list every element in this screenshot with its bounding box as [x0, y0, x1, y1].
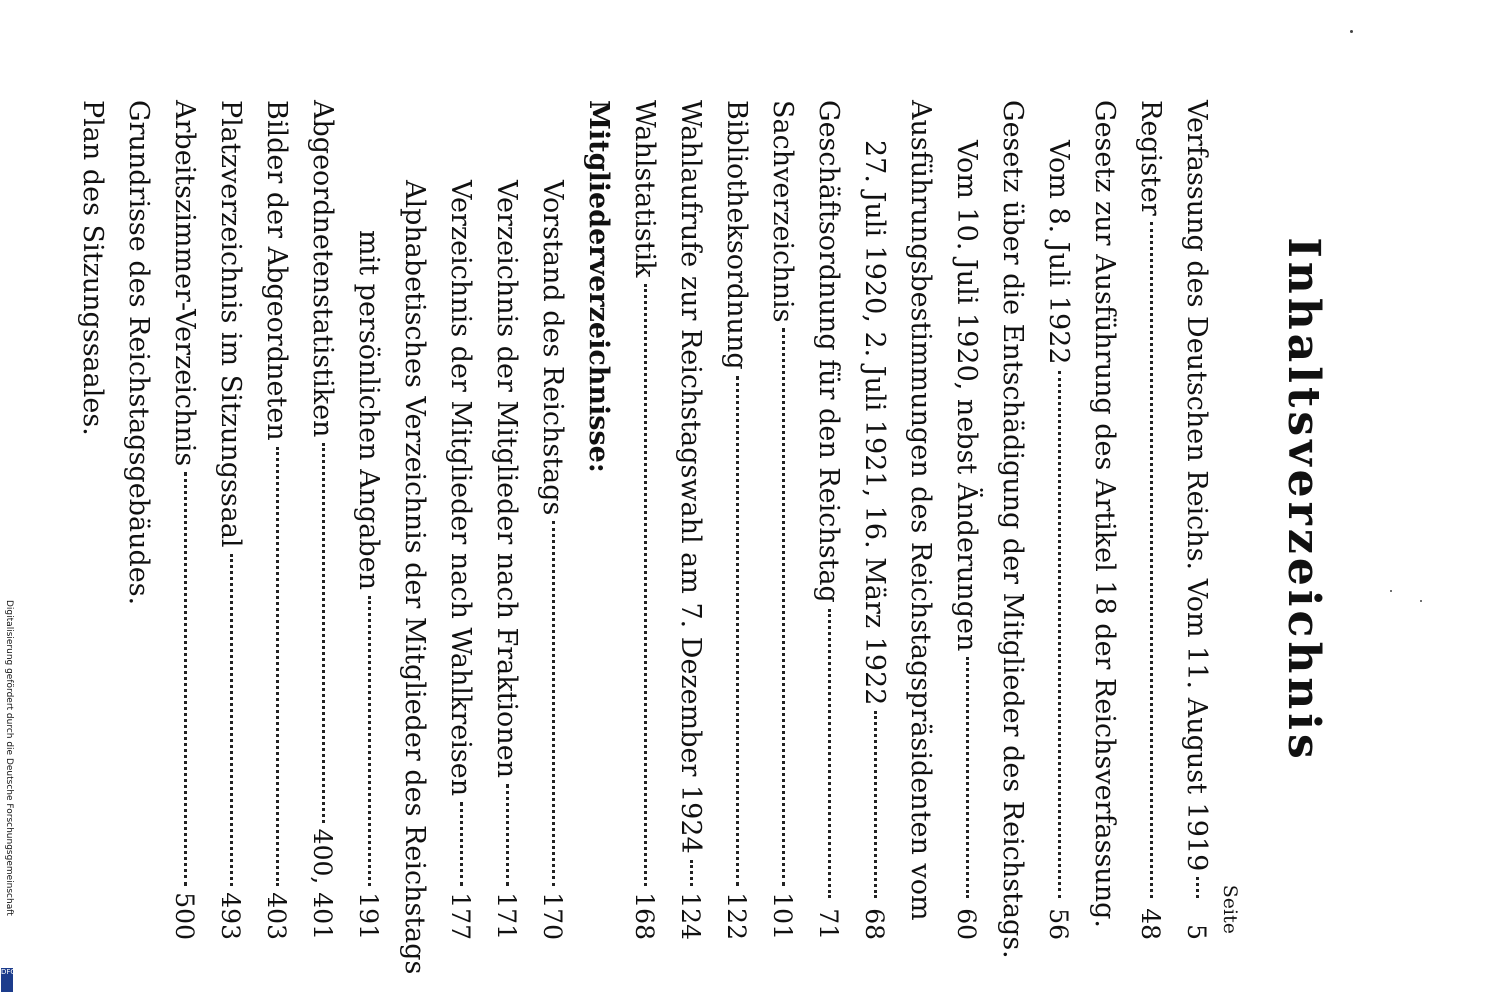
toc-entry: [483, 100, 529, 940]
toc-entry: [253, 100, 299, 940]
toc-entry-continuation: mit persönlichen Angaben: [353, 230, 384, 590]
toc-page-number: 48: [1136, 908, 1165, 940]
toc-entry: [1035, 100, 1127, 940]
toc-entry: [161, 100, 207, 940]
dot-leader: [1058, 371, 1061, 898]
toc-page-number: 101: [768, 892, 797, 940]
toc-entry: [345, 100, 437, 975]
toc-page-number: 56: [1044, 908, 1073, 940]
dot-leader: [230, 554, 233, 887]
toc-entry: [1173, 100, 1219, 940]
digitization-credit-text: Digitalisierung gefördert durch die Deutsche Forschungsgemeinschaft: [4, 600, 14, 916]
toc-page-number: 177: [446, 892, 475, 940]
toc-page-number: 168: [630, 892, 659, 940]
toc-entry-title: Alphabetisches Verzeichnis der Mitglieder des Reichstags: [399, 180, 430, 975]
dot-leader: [184, 472, 187, 886]
toc-page-number: 403: [262, 892, 291, 940]
toc-entry-continuation: 27. Juli 1920, 2. Juli 1921, 16. März 1922: [859, 140, 890, 706]
toc-entry: [759, 100, 805, 940]
toc-page-number: 122: [722, 892, 751, 940]
toc-page-number: 124: [676, 892, 705, 940]
toc-entry-continuation: Vom 10. Juli 1920, nebst Änderungen: [951, 140, 982, 652]
dot-leader: [368, 596, 371, 886]
toc-entry-title: Plan des Sitzungssaales.: [77, 100, 108, 436]
dot-leader: [1196, 877, 1199, 898]
toc-page-number: 5: [1182, 924, 1211, 940]
toc-entry-title: Verfassung des Deutschen Reichs. Vom 11. August 1919: [1181, 100, 1212, 872]
toc-entry: [69, 100, 115, 940]
toc-entry: [621, 100, 667, 940]
toc-entry-continuation: Vom 8. Juli 1922: [1043, 140, 1074, 365]
toc-entry-title: Bibliotheksordnung: [721, 100, 752, 370]
dot-leader: [322, 443, 325, 822]
toc-entry-title: Gesetz über die Entschädigung der Mitglieder des Reichstags.: [997, 100, 1028, 959]
toc-page-number: 493: [216, 892, 245, 940]
toc-entry-title: Geschäftsordnung für den Reichstag: [813, 100, 844, 603]
dot-leader: [690, 860, 693, 887]
scan-speck: [1390, 590, 1392, 592]
dot-leader: [782, 328, 785, 886]
toc-entry: [529, 100, 575, 940]
dot-leader: [1150, 222, 1153, 898]
toc-entry-title: Abgeordnetenstatistiken: [307, 100, 338, 438]
toc-entry-title: Register: [1135, 100, 1166, 216]
toc-entry: [299, 100, 345, 940]
toc-entry-title: Bilder der Abgeordneten: [261, 100, 292, 441]
toc-entry: [713, 100, 759, 940]
toc-entry: [115, 100, 161, 940]
table-of-contents: [69, 100, 1219, 975]
scan-speck: [1350, 30, 1353, 33]
toc-entry-title: Gesetz zur Ausführung des Artikel 18 der Reichsverfassung.: [1089, 100, 1120, 928]
toc-entry: [667, 100, 713, 940]
dot-leader: [736, 376, 739, 887]
digitization-credit: [0, 600, 14, 995]
toc-section-heading: [575, 100, 621, 940]
toc-page-number: 500: [170, 892, 199, 940]
toc-entry-title: Platzverzeichnis im Sitzungssaal: [215, 100, 246, 548]
toc-section-heading-label: Mitgliederverzeichnisse:: [583, 100, 614, 473]
toc-entry-title: Verzeichnis der Mitglieder nach Wahlkreisen: [445, 180, 476, 797]
toc-entry-title: Wahlstatistik: [629, 100, 660, 278]
toc-entry: [851, 100, 943, 940]
toc-entry: [805, 100, 851, 940]
dot-leader: [460, 802, 463, 886]
toc-entry: [437, 100, 483, 940]
dot-leader: [966, 657, 969, 898]
toc-page-number: 400, 401: [308, 828, 337, 940]
toc-entry-title: Vorstand des Reichstags: [537, 180, 568, 516]
toc-page-number: 170: [538, 892, 567, 940]
toc-entry: [207, 100, 253, 940]
toc-entry-title: Grundrisse des Reichstagsgebäudes.: [123, 100, 154, 606]
dot-leader: [828, 609, 831, 898]
page-column-header: Seite: [1219, 884, 1241, 934]
dot-leader: [276, 447, 279, 887]
dot-leader: [644, 284, 647, 887]
dot-leader: [874, 711, 877, 898]
toc-page-number: 191: [354, 892, 383, 940]
toc-page-number: 68: [860, 908, 889, 940]
page-title: Inhaltsverzeichnis: [1278, 237, 1329, 763]
toc-entry: [943, 100, 1035, 959]
toc-entry-title: Sachverzeichnis: [767, 100, 798, 323]
toc-entry-title: Ausführungsbestimmungen des Reichstagspräsidenten vom: [905, 100, 936, 921]
toc-entry-title: Verzeichnis der Mitglieder nach Fraktionen: [491, 180, 522, 779]
dot-leader: [552, 521, 555, 886]
toc-page-number: 171: [492, 892, 521, 940]
toc-entry-title: Wahlaufrufe zur Reichstagswahl am 7. Dezember 1924: [675, 100, 706, 854]
dfg-logo: DFG: [1, 968, 13, 992]
toc-entry-title: Arbeitszimmer-Verzeichnis: [169, 100, 200, 467]
scan-speck: [1420, 600, 1422, 602]
dot-leader: [506, 784, 509, 886]
toc-entry: [1127, 100, 1173, 940]
toc-page-number: 71: [814, 908, 843, 940]
toc-page-number: 60: [952, 908, 981, 940]
